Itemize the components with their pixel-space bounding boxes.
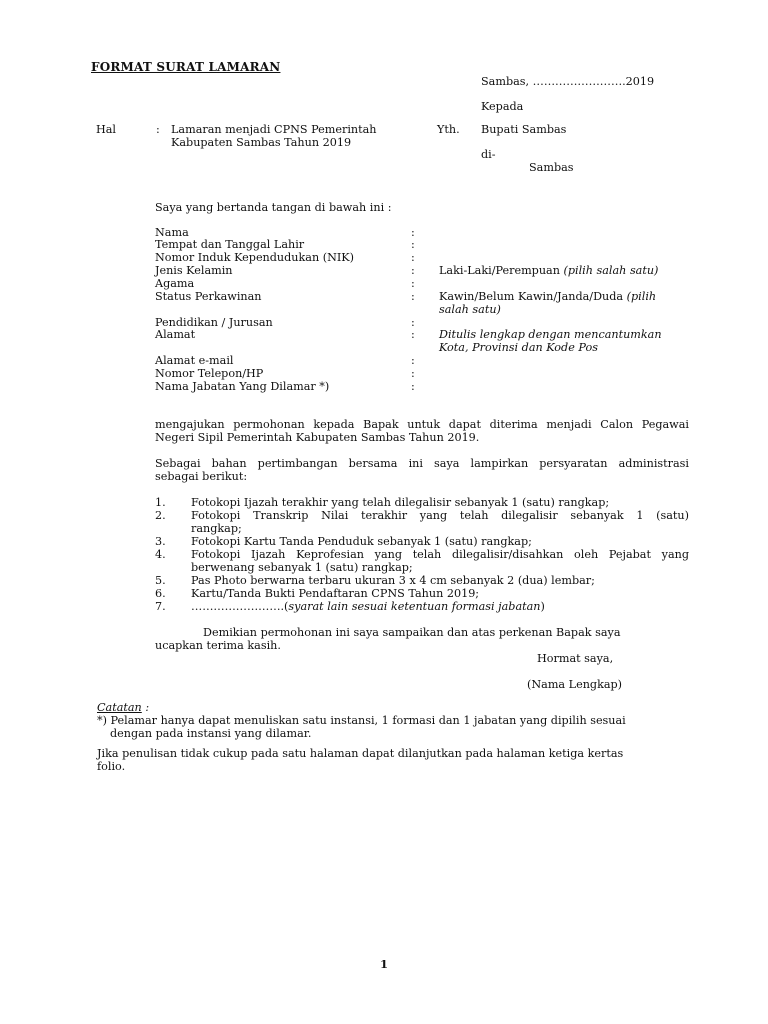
list-num: 2.	[155, 509, 166, 522]
list-item: Fotokopi Ijazah terakhir yang telah dilegalisir sebanyak 1 (satu) rangkap;	[191, 496, 610, 509]
intro-text: Saya yang bertanda tangan di bawah ini :	[155, 201, 392, 214]
field-colon: :	[411, 251, 415, 264]
field-colon: :	[411, 367, 415, 380]
status-hint-cont: salah satu)	[439, 303, 501, 316]
catatan-suffix: :	[141, 701, 150, 714]
hal-colon: :	[156, 123, 160, 136]
list-num: 4.	[155, 548, 166, 561]
place-date: Sambas, …………………….2019	[481, 75, 655, 88]
recipient-di: di-	[481, 148, 496, 161]
para1-line2: Negeri Sipil Pemerintah Kabupaten Sambas Tahun 2019.	[155, 431, 480, 444]
signature-name: (Nama Lengkap)	[527, 678, 623, 691]
list-item-cont: berwenang sebanyak 1 (satu) rangkap;	[191, 561, 413, 574]
list-num: 6.	[155, 587, 166, 600]
field-colon: :	[411, 290, 415, 303]
catatan-note-line1: *) Pelamar hanya dapat menuliskan satu instansi, 1 formasi dan 1 jabatan yang dipilih sesuai	[97, 714, 626, 727]
list-item	[191, 600, 545, 613]
list-item: Fotokopi Transkrip Nilai terakhir yang telah dilegalisir sebanyak 1 (satu)	[191, 509, 689, 522]
field-colon: :	[411, 264, 415, 277]
alamat-hint-line2: Kota, Provinsi dan Kode Pos	[439, 341, 598, 354]
field-label-alamat: Alamat	[155, 328, 196, 341]
jk-options: Laki-Laki/Perempuan	[439, 264, 560, 277]
hal-subject-line2: Kabupaten Sambas Tahun 2019	[171, 136, 352, 149]
field-label-jabatan: Nama Jabatan Yang Dilamar *)	[155, 380, 330, 393]
list-item: Kartu/Tanda Bukti Pendaftaran CPNS Tahun 2019;	[191, 587, 480, 600]
recipient-name: Bupati Sambas	[481, 123, 567, 136]
list-num: 3.	[155, 535, 166, 548]
list-item: Fotokopi Ijazah Keprofesian yang telah dilegalisir/disahkan oleh Pejabat yang	[191, 548, 689, 561]
list-item-cont: rangkap;	[191, 522, 242, 535]
para1-line1: mengajukan permohonan kepada Bapak untuk dapat diterima menjadi Calon Pegawai	[155, 418, 689, 431]
jk-hint: (pilih salah satu)	[563, 264, 659, 277]
list-item: Pas Photo berwarna terbaru ukuran 3 x 4 cm sebanyak 2 (dua) lembar;	[191, 574, 595, 587]
list-num: 1.	[155, 496, 166, 509]
field-label-status: Status Perkawinan	[155, 290, 262, 303]
field-label-pendidikan: Pendidikan / Jurusan	[155, 316, 273, 329]
list-num: 7.	[155, 600, 166, 613]
catatan-extra-line2: folio.	[97, 760, 126, 773]
hal-subject-line1: Lamaran menjadi CPNS Pemerintah	[171, 123, 377, 136]
field-label-email: Alamat e-mail	[155, 354, 234, 367]
list-num: 5.	[155, 574, 166, 587]
list-item-end: )	[540, 600, 545, 613]
field-colon: :	[411, 238, 415, 251]
field-label-jenis-kelamin: Jenis Kelamin	[155, 264, 233, 277]
catatan-extra-line1: Jika penulisan tidak cukup pada satu halaman dapat dilanjutkan pada halaman ketiga kertas	[97, 747, 624, 760]
field-value-jenis-kelamin	[439, 264, 658, 277]
recipient-city: Sambas	[529, 161, 574, 174]
field-colon: :	[411, 316, 415, 329]
field-colon: :	[411, 277, 415, 290]
status-options: Kawin/Belum Kawin/Janda/Duda	[439, 290, 624, 303]
hal-label: Hal	[96, 123, 117, 136]
status-hint: (pilih	[626, 290, 657, 303]
catatan-note-line2: dengan pada instansi yang dilamar.	[110, 727, 312, 740]
catatan-heading	[97, 701, 149, 714]
closing-line1: Demikian permohonan ini saya sampaikan dan atas perkenan Bapak saya	[203, 626, 621, 639]
para2-line2: sebagai berikut:	[155, 470, 248, 483]
field-label-telepon: Nomor Telepon/HP	[155, 367, 264, 380]
list-item-italic: syarat lain sesuai ketentuan formasi jabatan	[288, 600, 541, 613]
field-label-ttl: Tempat dan Tanggal Lahir	[155, 238, 305, 251]
recipient-yth: Yth.	[437, 123, 460, 136]
list-item-dots: …………………….(	[191, 600, 289, 613]
recipient-kepada: Kepada	[481, 100, 524, 113]
closing-line2: ucapkan terima kasih.	[155, 639, 281, 652]
field-label-nik: Nomor Induk Kependudukan (NIK)	[155, 251, 355, 264]
page-number: 1	[380, 957, 389, 971]
signature-hormat: Hormat saya,	[537, 652, 614, 665]
field-label-agama: Agama	[155, 277, 195, 290]
alamat-hint-line1: Ditulis lengkap dengan mencantumkan	[439, 328, 662, 341]
field-colon: :	[411, 328, 415, 341]
catatan-label: Catatan	[97, 701, 142, 714]
field-colon: :	[411, 380, 415, 393]
para2-line1: Sebagai bahan pertimbangan bersama ini saya lampirkan persyaratan administrasi	[155, 457, 689, 470]
page-title: FORMAT SURAT LAMARAN	[91, 60, 281, 74]
field-value-status	[439, 290, 656, 303]
field-label-nama: Nama	[155, 226, 189, 239]
field-colon: :	[411, 354, 415, 367]
field-colon: :	[411, 226, 415, 239]
list-item: Fotokopi Kartu Tanda Penduduk sebanyak 1 (satu) rangkap;	[191, 535, 532, 548]
